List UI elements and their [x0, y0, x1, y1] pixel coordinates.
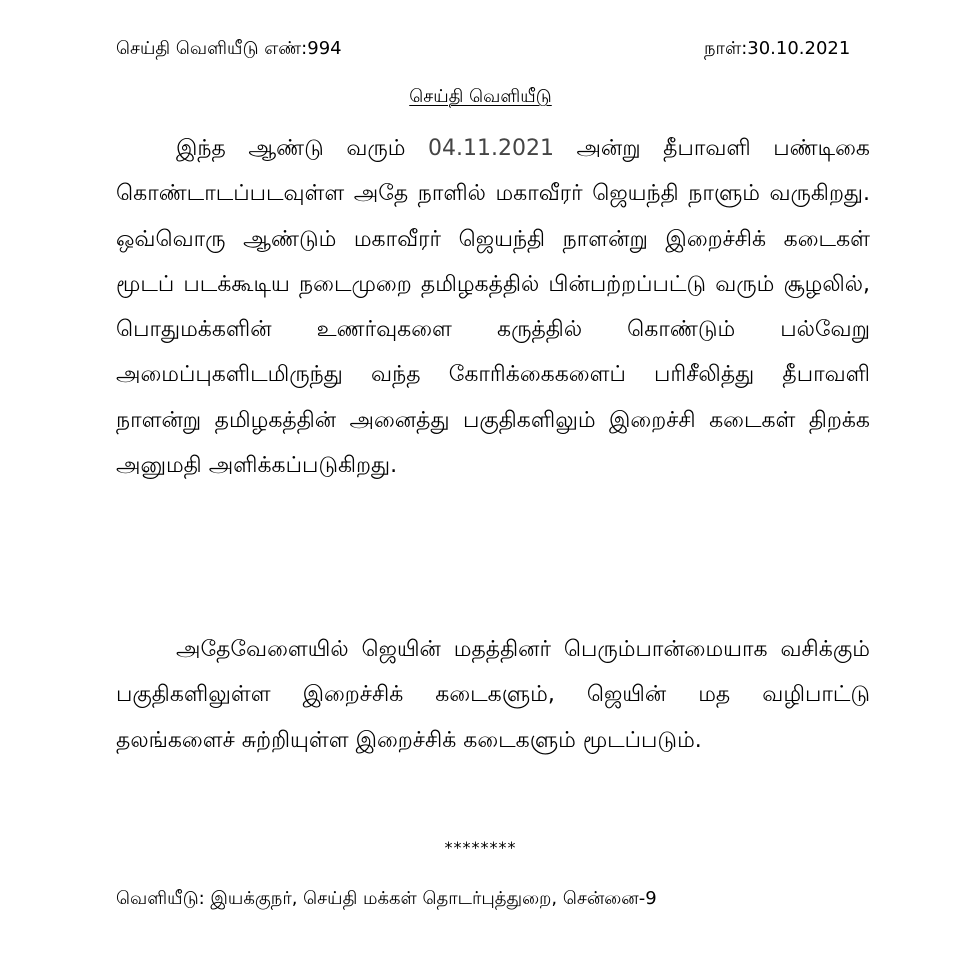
- document-title-row: [0, 86, 961, 109]
- paragraph-1-text: அன்று தீபாவளி பண்டிகை கொண்டாடப்படவுள்ள அதே நாளில் மகாவீரர் ஜெயந்தி நாளும் வருகிறது. ஒவ்வொரு ஆண்டும் மகாவீரர் ஜெயந்தி நாளன்று இறைச்சிக் கடைகள் மூடப் படக்கூடிய நடைமுறை தமிழகத்தில் பின்பற்றப்பட்டு வரும் சூழலில், பொதுமக்களின் உணர்வுகளை கருத்தில் கொண்டும் பல்வேறு அமைப்புகளிடமிருந்து வந்த கோரிக்கைகளைப் பரிசீலித்து தீபாவளி நாளன்று தமிழகத்தின் அனைத்து பகுதிகளிலும் இறைச்சி கடைகள் திறக்க அனுமதி அளிக்கப்படுகிறது.: [116, 136, 870, 479]
- release-date: நாள்:30.10.2021: [704, 38, 851, 59]
- paragraph-1-lead: இந்த ஆண்டு வரும்: [176, 136, 406, 161]
- issuer-footer: வெளியீடு: இயக்குநர், செய்தி மக்கள் தொடர்புத்துறை, சென்னை-9: [116, 888, 657, 909]
- end-separator: ********: [444, 838, 517, 857]
- document-title: செய்தி வெளியீடு: [409, 86, 552, 107]
- festival-date: 04.11.2021: [427, 136, 554, 161]
- release-number: செய்தி வெளியீடு எண்:994: [116, 38, 342, 59]
- body-paragraph-2: அதேவேளையில் ஜெயின் மதத்தினர் பெரும்பான்மையாக வசிக்கும் பகுதிகளிலுள்ள இறைச்சிக் கடைகளும், ஜெயின் மத வழிபாட்டு தலங்களைச் சுற்றியுள்ள இறைச்சிக் கடைகளும் மூடப்படும்.: [116, 637, 870, 753]
- body-paragraph-1: [116, 126, 870, 488]
